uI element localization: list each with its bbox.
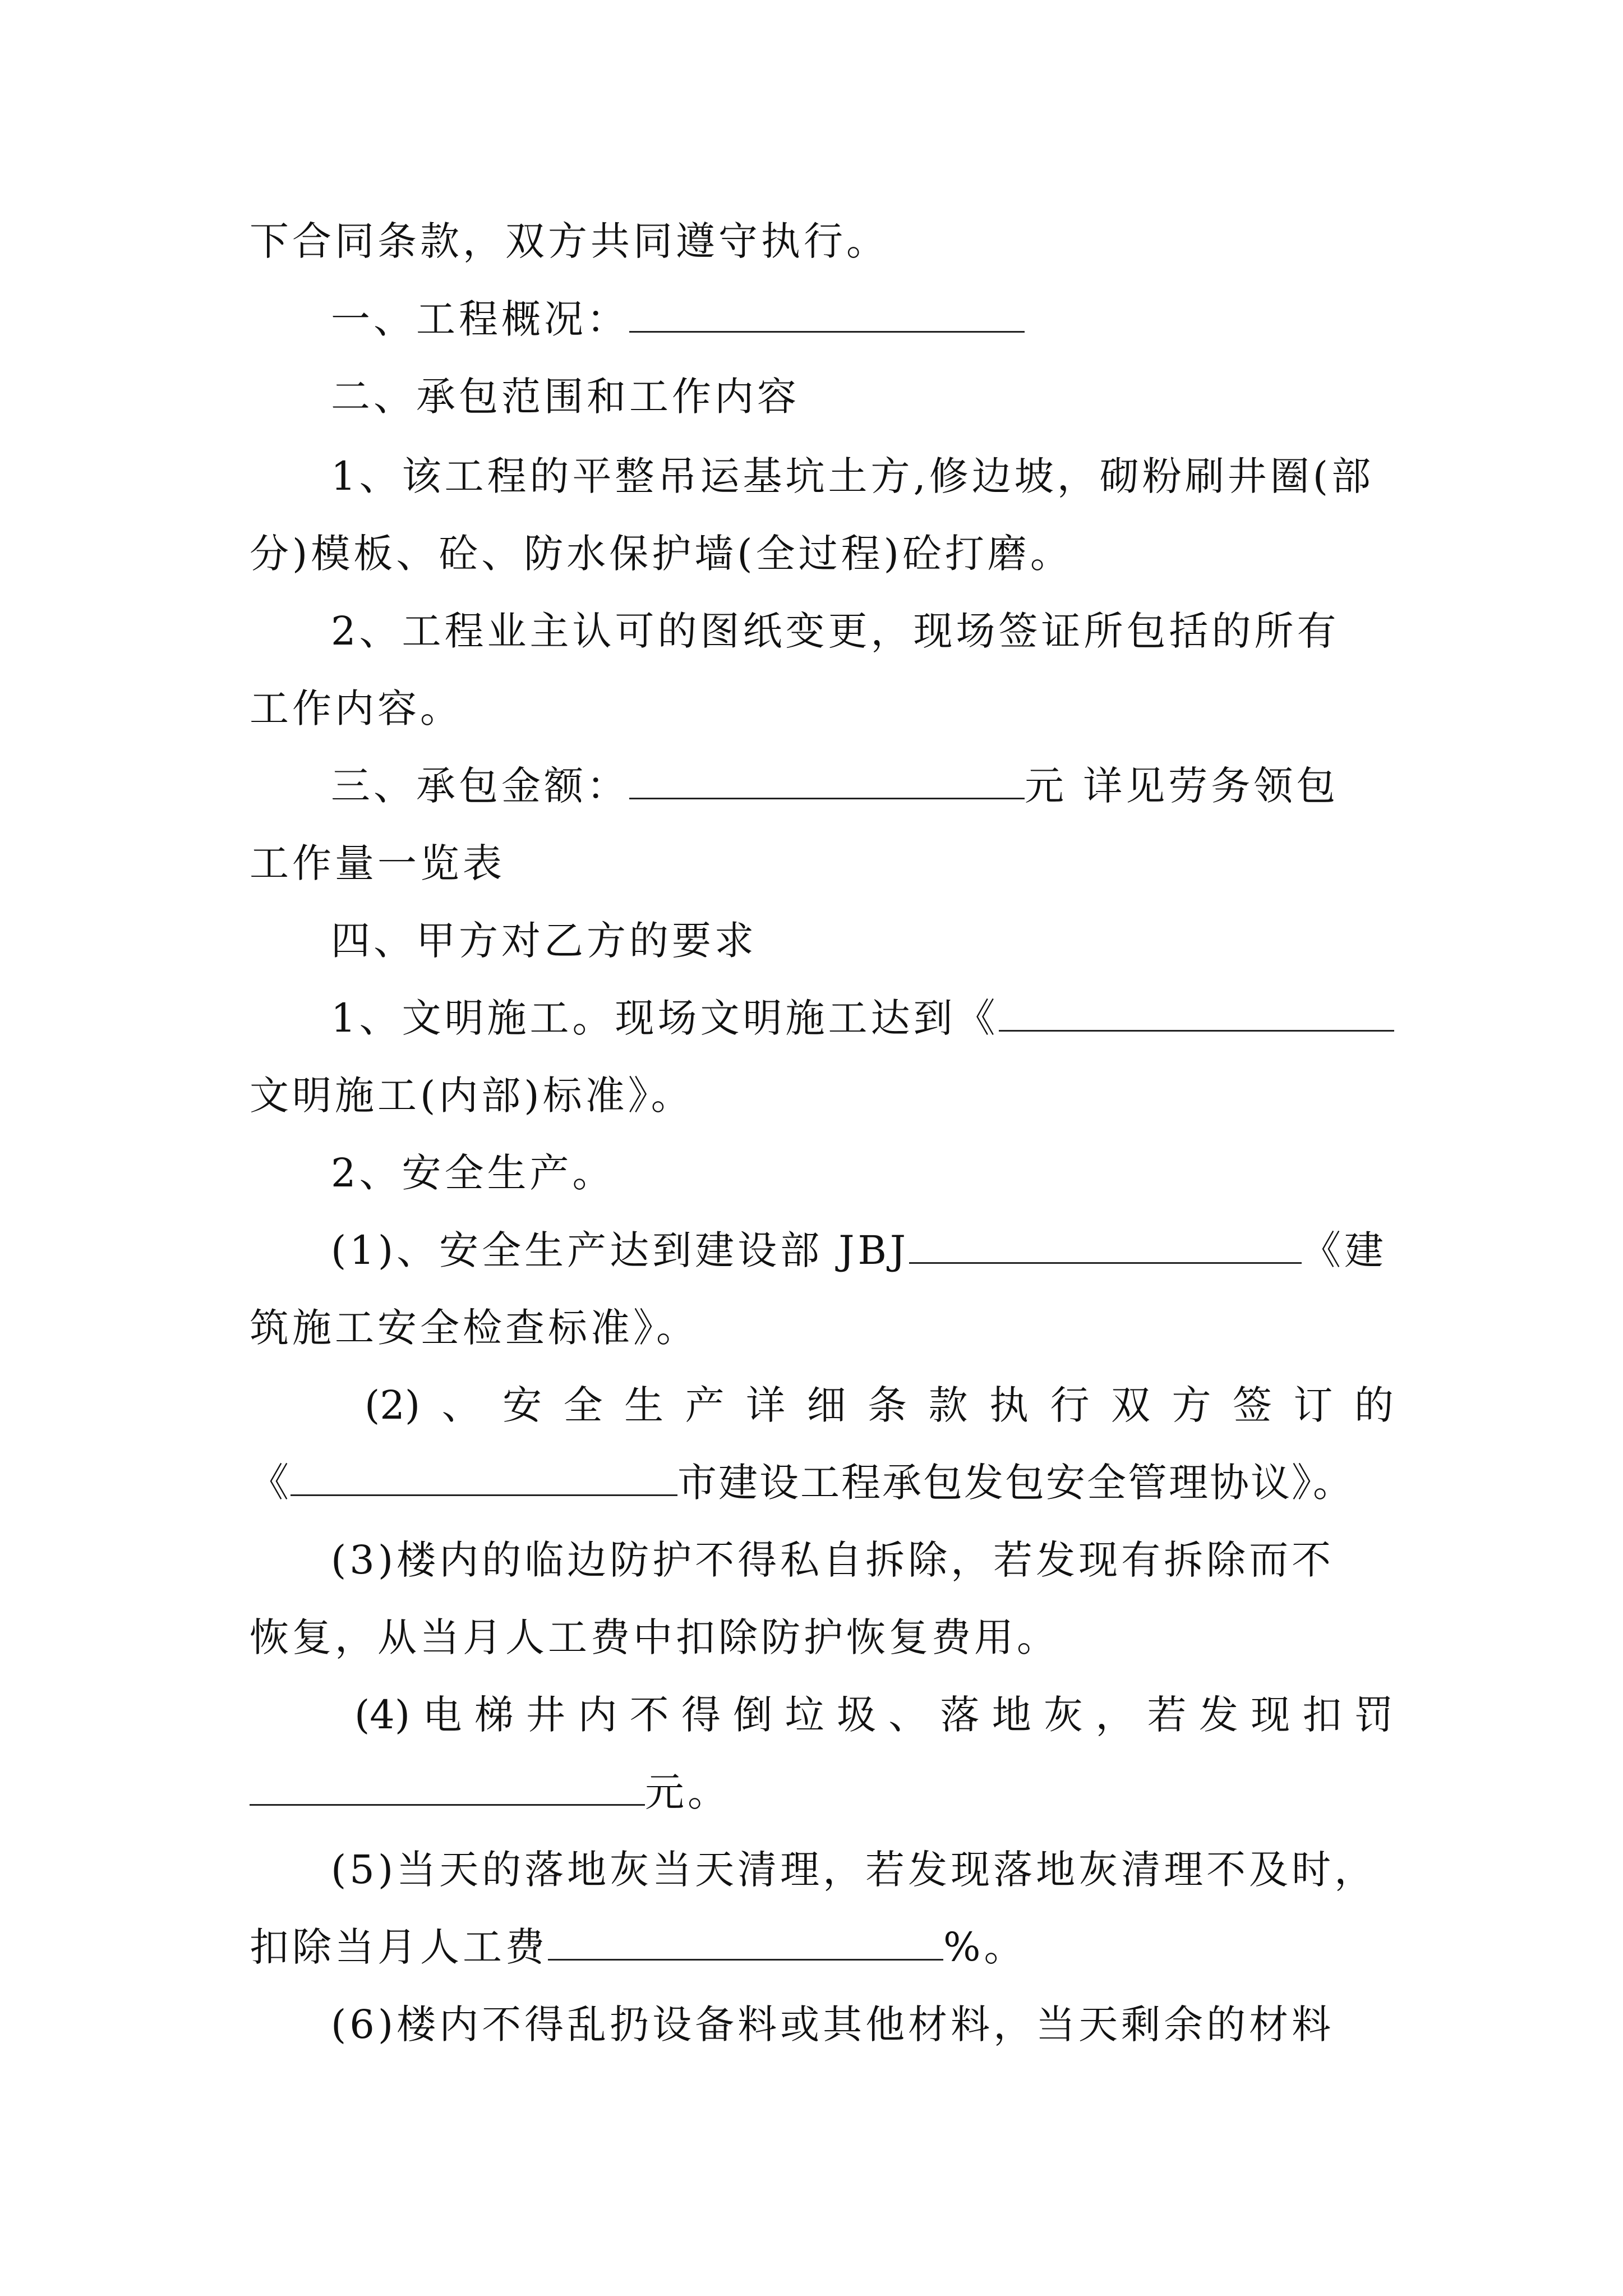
- text-line: [331, 987, 1394, 1049]
- text-line: [331, 1220, 1394, 1281]
- line-text: 工作内容。: [250, 685, 463, 731]
- contract-amount-blank: [629, 763, 1025, 799]
- line-char: 电: [422, 1692, 462, 1738]
- line-char: 行: [1050, 1382, 1090, 1428]
- section-3-heading: [331, 755, 1394, 817]
- line-char: (4): [354, 1692, 411, 1738]
- line-text: 分)模板、砼、防水保护墙(全过程)砼打磨。: [250, 531, 1073, 577]
- line-text: %。: [943, 1924, 1027, 1970]
- line-text: 二、承包范围和工作内容: [331, 374, 800, 420]
- line-text: 1、文明施工。现场文明施工达到《: [331, 995, 999, 1041]
- line-text: 工作量一览表: [250, 840, 505, 886]
- line-char: 全: [563, 1382, 603, 1428]
- line-text: 市建设工程承包发包安全管理协议》。: [677, 1460, 1354, 1506]
- line-char: 若: [1147, 1692, 1187, 1738]
- line-char: 细: [806, 1382, 846, 1428]
- deduction-percent-blank: [548, 1924, 943, 1961]
- line-char: 安: [502, 1382, 542, 1428]
- line-char: 井: [526, 1692, 566, 1738]
- line-text: (1)、安全生产达到建设部 JBJ: [331, 1227, 909, 1273]
- text-line: [250, 1761, 1394, 1823]
- line-char: 罚: [1354, 1692, 1394, 1738]
- line-char: 的: [1354, 1382, 1394, 1428]
- text-line: [250, 1607, 1394, 1668]
- line-text: (3)楼内的临边防护不得私自拆除，若发现有拆除而不: [331, 1537, 1335, 1583]
- line-char: 内: [578, 1692, 617, 1738]
- line-char: 条: [868, 1382, 907, 1428]
- text-line: [250, 1452, 1416, 1513]
- line-char: 产: [685, 1382, 725, 1428]
- line-text: 一、工程概况：: [331, 296, 629, 342]
- line-text: 元 详见劳务领包: [1025, 763, 1339, 809]
- line-text: 下合同条款，双方共同遵守执行。: [250, 218, 889, 264]
- line-text: (5)当天的落地灰当天清理，若发现落地灰清理不及时，: [331, 1847, 1377, 1893]
- line-char: 详: [746, 1382, 786, 1428]
- line-char: 倒: [733, 1692, 773, 1738]
- line-char: 梯: [474, 1692, 514, 1738]
- line-text: (6)楼内不得乱扔设备料或其他材料，当天剩余的材料: [331, 2001, 1335, 2047]
- line-text: 恢复，从当月人工费中扣除防护恢复费用。: [250, 1614, 1059, 1660]
- text-line: [331, 1142, 1394, 1204]
- line-char: 圾: [836, 1692, 876, 1738]
- line-char: 垃: [785, 1692, 824, 1738]
- line-char: 款: [928, 1382, 968, 1428]
- line-text: 文明施工(内部)标准》。: [250, 1073, 694, 1119]
- line-char: 方: [1172, 1382, 1211, 1428]
- justified-text-line: [365, 1374, 1394, 1436]
- penalty-amount-blank: [250, 1769, 645, 1806]
- text-line: [331, 1994, 1394, 2055]
- text-line: [250, 1297, 1394, 1359]
- line-char: 灰: [1044, 1692, 1083, 1738]
- text-line: [250, 1916, 1394, 1978]
- jbj-code-blank: [909, 1227, 1302, 1264]
- text-line: [250, 523, 1394, 585]
- line-text: 筑施工安全检查标准》。: [250, 1305, 699, 1351]
- line-char: 不: [629, 1692, 669, 1738]
- section-2-heading: [331, 366, 1394, 427]
- line-text: 三、承包金额：: [331, 763, 629, 809]
- line-char: 得: [681, 1692, 721, 1738]
- line-char: 扣: [1302, 1692, 1342, 1738]
- line-char: 发: [1198, 1692, 1238, 1738]
- line-text: 1、该工程的平整吊运基坑土方,修边坡，砌粉刷井圈(部: [331, 453, 1375, 499]
- line-char: 、: [888, 1692, 928, 1738]
- line-char: ，: [1095, 1692, 1135, 1738]
- line-text: 元。: [645, 1769, 730, 1815]
- justified-text-line: [354, 1684, 1394, 1746]
- text-line: [331, 445, 1394, 507]
- project-overview-blank: [629, 296, 1025, 333]
- line-char: 、: [441, 1382, 481, 1428]
- city-name-blank: [291, 1460, 677, 1496]
- line-text: 扣除当月人工费: [250, 1924, 548, 1970]
- text-line: [331, 1529, 1394, 1591]
- line-char: 订: [1293, 1382, 1333, 1428]
- text-line: [331, 1839, 1394, 1901]
- line-char: 执: [989, 1382, 1029, 1428]
- line-char: 现: [1251, 1692, 1290, 1738]
- section-4-heading: [331, 910, 1394, 972]
- text-line: [250, 210, 1394, 272]
- line-text: 四、甲方对乙方的要求: [331, 918, 757, 964]
- line-text: 2、工程业主认可的图纸变更，现场签证所包括的所有: [331, 608, 1340, 654]
- text-line: [250, 678, 1394, 739]
- line-char: 签: [1232, 1382, 1272, 1428]
- text-line: [250, 832, 1394, 894]
- line-text: 2、安全生产。: [331, 1150, 615, 1196]
- line-char: 双: [1110, 1382, 1150, 1428]
- text-line: [331, 600, 1394, 662]
- text-line: [250, 1065, 1394, 1126]
- line-char: 落: [940, 1692, 980, 1738]
- line-text: 《建: [1301, 1227, 1387, 1273]
- section-1-heading: [331, 288, 1394, 350]
- line-char: 生: [624, 1382, 664, 1428]
- line-text: 《: [250, 1460, 291, 1506]
- line-char: 地: [992, 1692, 1031, 1738]
- standard-name-blank: [999, 995, 1394, 1032]
- line-char: (2): [365, 1382, 421, 1428]
